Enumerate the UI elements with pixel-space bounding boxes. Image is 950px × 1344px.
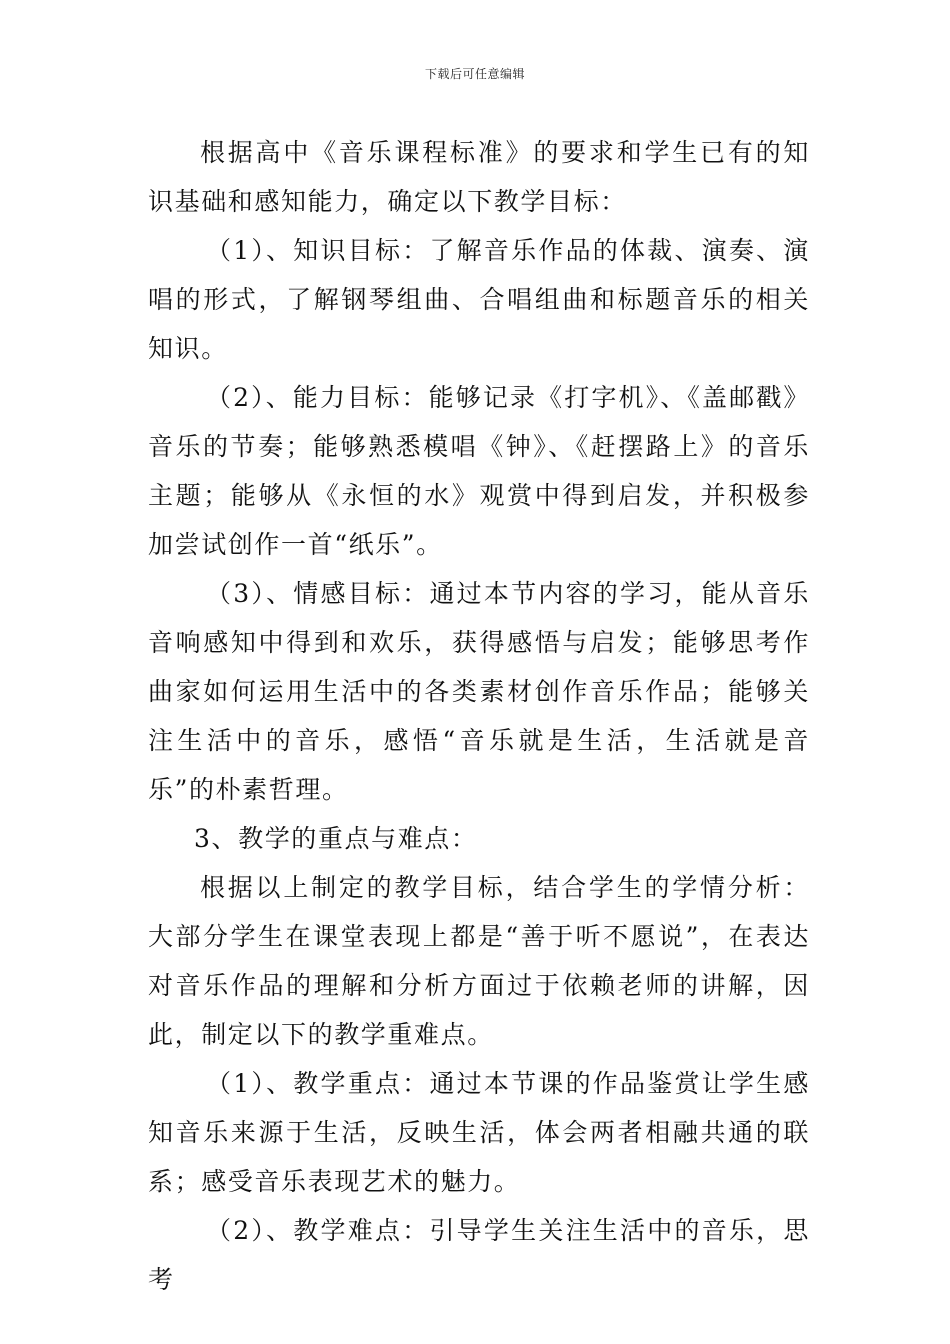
section-heading-key-points: 3、教学的重点与难点： bbox=[194, 824, 478, 853]
paragraph-key-points-intro: 根据以上制定的教学目标，结合学生的学情分析：大部分学生在课堂表现上都是“善于听不愿说”，在表达对音乐作品的理解和分析方面过于依赖老师的讲解，因此，制定以下的教学重难点。 bbox=[148, 873, 810, 1049]
paragraph-intro: 根据高中《音乐课程标准》的要求和学生已有的知识基础和感知能力，确定以下教学目标： bbox=[148, 138, 810, 216]
document-body bbox=[148, 128, 810, 1304]
paragraph-teaching-difficulty: （2）、教学难点：引导学生关注生活中的音乐，思考 bbox=[148, 1216, 810, 1294]
paragraph-ability-goal: （2）、能力目标：能够记录《打字机》、《盖邮戳》音乐的节奏；能够熟悉模唱《钟》、《赶摆路上》的音乐主题；能够从《永恒的水》观赏中得到启发，并积极参加尝试创作一首“纸乐”。 bbox=[148, 383, 810, 559]
paragraph-emotion-goal: （3）、情感目标：通过本节内容的学习，能从音乐音响感知中得到和欢乐，获得感悟与启发；能够思考作曲家如何运用生活中的各类素材创作音乐作品；能够关注生活中的音乐，感悟“音乐就是生活，生活就是音乐”的朴素哲理。 bbox=[148, 579, 810, 804]
paragraph-knowledge-goal: （1）、知识目标：了解音乐作品的体裁、演奏、演唱的形式，了解钢琴组曲、合唱组曲和标题音乐的相关知识。 bbox=[148, 236, 810, 363]
paragraph-teaching-focus: （1）、教学重点：通过本节课的作品鉴赏让学生感知音乐来源于生活，反映生活，体会两者相融共通的联系；感受音乐表现艺术的魅力。 bbox=[148, 1069, 810, 1196]
page-header: 下载后可任意编辑 bbox=[424, 67, 525, 81]
